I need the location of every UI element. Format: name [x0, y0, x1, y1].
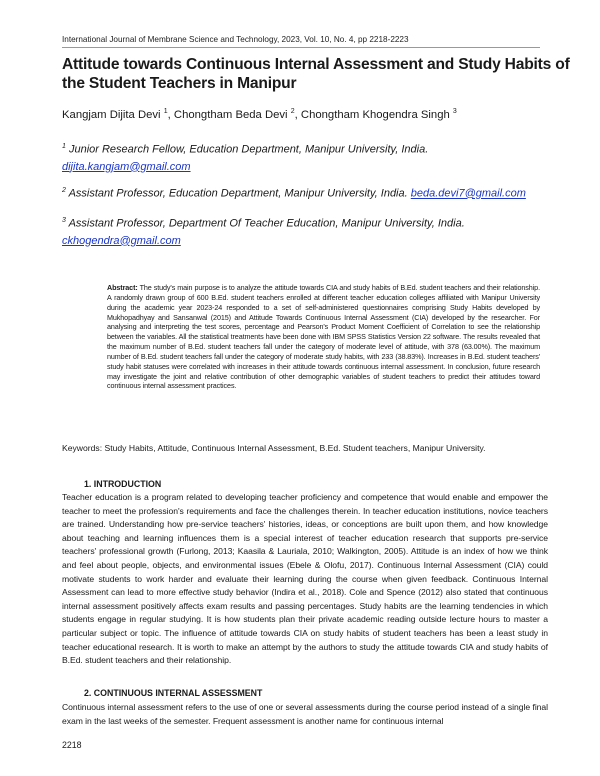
affiliation-text: Assistant Professor, Department Of Teacher Education, Manipur University, India. — [68, 217, 465, 230]
keywords: Keywords: Study Habits, Attitude, Continuous Internal Assessment, B.Ed. Student teachers, Manipur University. — [62, 443, 486, 453]
affiliation-1 — [62, 138, 572, 176]
journal-header: International Journal of Membrane Science and Technology, 2023, Vol. 10, No. 4, pp 2218-2223 — [62, 35, 409, 44]
author-name: Chongtham Khogendra Singh — [300, 108, 450, 121]
section-heading-cia: 2. CONTINUOUS INTERNAL ASSESSMENT — [84, 688, 263, 698]
header-rule — [62, 47, 540, 48]
affiliation-text: Assistant Professor, Education Department, Manipur University, India. — [68, 187, 408, 200]
author-list: Kangjam Dijita Devi $^1$, Chongtham Beda Devi $^2$, Chongtham Khogendra Singh $^3$ — [62, 108, 457, 121]
email-link[interactable]: ckhogendra@gmail.com — [62, 234, 181, 247]
affiliation-sup: 1 — [62, 143, 66, 150]
page-number: 2218 — [62, 740, 82, 750]
section-heading-introduction: 1. INTRODUCTION — [84, 479, 162, 489]
email-link[interactable]: beda.devi7@gmail.com — [410, 187, 526, 200]
author-name: Chongtham Beda Devi — [173, 108, 288, 121]
abstract-label: Abstract: — [107, 283, 138, 292]
author-name: Kangjam Dijita Devi — [62, 108, 161, 121]
paper-title: Attitude towards Continuous Internal Assessment and Study Habits of the Student Teachers in Manipur — [62, 56, 570, 92]
affiliation-sup: 3 — [62, 217, 66, 224]
email-link[interactable]: dijita.kangjam@gmail.com — [62, 160, 191, 173]
section-body-introduction: Teacher education is a program related to developing teacher proficiency and competence that would enable and empower the teacher to meet the profession's requirements and face the challenges therein. In teacher education institutions, novice teachers are trained. Understanding how pre-service teachers' histories, ideas, or conceptions are built upon them, and how knowledge about teaching and learning influences them is a special interest of teacher education research that supports pre-service teachers' professional growth (Furlong, 2013; Kaasila & Lauriala, 2010; Walkington, 2005). Attitude is an index of how we think and feel about people, objects, and environmental issues (Ebele & Olofu, 2017). Continuous Internal Assessment (CIA) could motivate students to work harder and evaluate their learning during the course when given feedback. Continuous Internal Assessment can lead to more effective study behavior (Indira et al., 2018). Cole and Spence (2012) also stated that continuous internal assessment positively affects exam results and passing percentages. Study habits are the learning tendencies in which students engage in regular studying. It is how students plan their private academic reading outside lecture hours to master a particular subject or topic. The influence of attitude towards CIA on study habits of student teachers has been a least study in teacher educational research. It is worth to make an attempt by the authors to study the attitude towards CIA and study habits of B.Ed. student teachers and their relationship. — [62, 492, 548, 666]
affiliation-sup: 2 — [62, 187, 66, 194]
affiliation-2 — [62, 182, 572, 203]
section-body-cia: Continuous internal assessment refers to the use of one or several assessments during the course period instead of a single final exam in the last weeks of the semester. Frequent assessment is another name for continuous internal — [62, 702, 548, 726]
author-sup: 3 — [452, 108, 457, 115]
abstract — [107, 283, 540, 391]
author-sup: 1 — [163, 108, 168, 115]
affiliation-text: Junior Research Fellow, Education Department, Manipur University, India. — [68, 143, 429, 156]
author-sup: 2 — [290, 108, 295, 115]
affiliation-3 — [62, 212, 572, 250]
abstract-text: The study's main purpose is to analyze the attitude towards CIA and study habits of B.Ed. student teachers and their relationship. A randomly drawn group of 600 B.Ed. student teachers enrolled at different teacher education colleges affiliated with Manipur University during the academic year 2023-24 responded to a set of self-administered questionnaires comprising Study Habits developed by Mukhopadhyay and Sansanwal (2015) and Attitude Towards Continuous Internal Assessment (CIA) developed by the researcher. For analysing and interpreting the test scores, percentage and Pearson's Product Moment Coefficient of Correlation to see the relationship between the variables. All the statistical treatments have been done with IBM SPSS Statistics Version 22 software. The results revealed that the maximum number of B.Ed. student teachers fall under the category of moderate level of attitude, with 378 (63.00%). The maximum number of B.Ed. student teachers fall under the category of moderate study habits, with 233 (38.83%). Increases in B.Ed. student teachers' study habit statuses were correlated with increases in their attitude towards continuous internal assessment. In conclusion, future research may investigate the joint and relative contribution of other demographic variables of student teachers to predict their attitudes toward continuous internal assessment practices. — [107, 283, 540, 391]
